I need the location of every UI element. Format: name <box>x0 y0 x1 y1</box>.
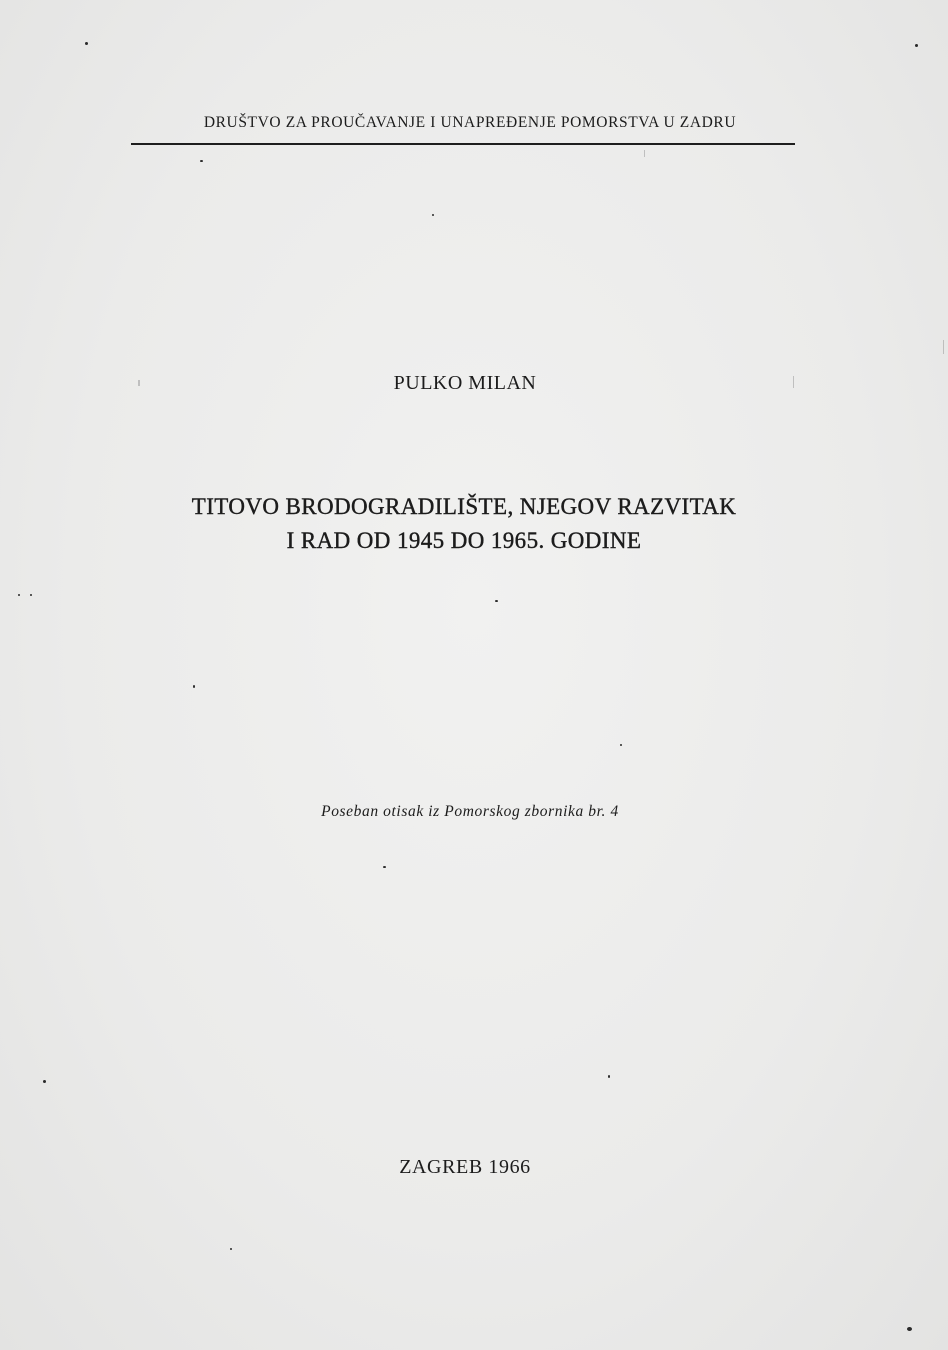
scan-speck <box>495 600 498 602</box>
scan-mark <box>943 340 944 354</box>
offprint-note: Poseban otisak iz Pomorskog zbornika br. 4 <box>321 803 619 820</box>
scan-speck <box>432 214 434 216</box>
title-line-1: TITOVO BRODOGRADILIŠTE, NJEGOV RAZVITAK <box>191 494 737 519</box>
scan-speck <box>43 1080 46 1083</box>
author-name: PULKO MILAN <box>393 372 537 394</box>
scan-speck <box>383 866 386 868</box>
scan-speck <box>608 1075 610 1078</box>
scan-speck <box>230 1248 232 1250</box>
scan-mark <box>644 150 645 157</box>
scan-speck <box>907 1327 912 1331</box>
publisher-heading: DRUŠTVO ZA PROUČAVANJE I UNAPREĐENJE POMORSTVA U ZADRU <box>203 114 737 131</box>
place-and-year: ZAGREB 1966 <box>399 1156 531 1178</box>
scan-speck <box>915 44 918 47</box>
document-title <box>130 490 798 558</box>
header-rule <box>131 143 795 145</box>
title-line-2: I RAD OD 1945 DO 1965. GODINE <box>286 528 642 553</box>
scan-speck <box>193 685 195 688</box>
scan-speck <box>200 160 203 162</box>
scan-speck <box>30 594 32 596</box>
scan-speck <box>18 594 20 596</box>
scan-speck <box>620 744 622 746</box>
scan-mark <box>793 376 794 388</box>
scan-speck <box>85 42 88 45</box>
scan-mark <box>138 380 140 386</box>
